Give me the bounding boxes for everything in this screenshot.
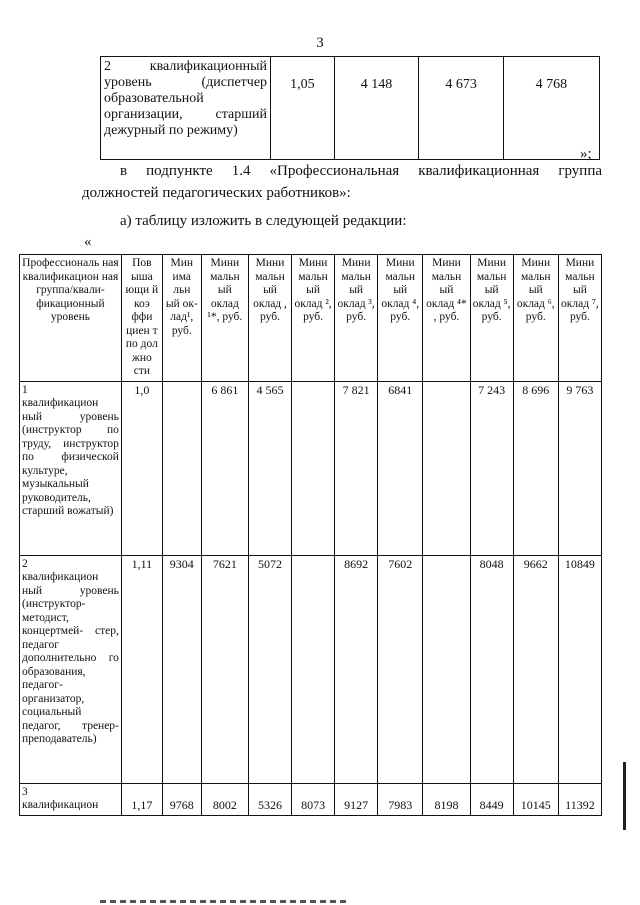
value-cell: 1,11	[121, 555, 162, 783]
scan-artifact	[100, 900, 350, 903]
page-number: 3	[316, 35, 324, 51]
header-group: Профессиональ ная квалификацион ная группа/квали- фикационный уровень	[20, 255, 122, 382]
value-cell: 4 565	[248, 381, 291, 555]
value-cell: 7 821	[335, 381, 378, 555]
value-cell: 11392	[558, 783, 601, 815]
paragraph-subitem: в подпункте 1.4 «Профессиональная квалификационная группа должностей педагогических работников»:	[82, 163, 602, 201]
header-salary: Мини мальн ый оклад ⁶, руб.	[513, 255, 558, 382]
level-text: квалификацион ный уровень (инструктор- методист, концертмей- стер, педагог дополнительно го образования, педагог- организатор, социальный педагог, тренер- преподаватель)	[22, 571, 119, 745]
value-cell: 9 763	[558, 381, 601, 555]
level-description	[101, 57, 271, 160]
table-row	[101, 57, 600, 160]
value-cell: 5326	[248, 783, 291, 815]
value-cell	[292, 381, 335, 555]
level-number: 1	[22, 383, 28, 396]
level-text: квалификационный уровень (диспетчер образовательной организации, старший дежурный по режиму)	[104, 59, 268, 138]
value-cell: 9127	[335, 783, 378, 815]
header-salary: Мини мальн ый оклад , руб.	[248, 255, 291, 382]
value-cell: 8692	[335, 555, 378, 783]
table-row	[20, 381, 602, 555]
value-cell: 8449	[470, 783, 513, 815]
level-text: квалификацион ный уровень (инструктор по труду, инструктор по физической культуре, музыкальный руководитель, старший вожатый)	[22, 397, 119, 517]
header-salary: Мини мальн ый оклад ⁵, руб.	[470, 255, 513, 382]
value-cell	[162, 381, 201, 555]
header-salary: Мини мальн ый оклад ⁷, руб.	[558, 255, 601, 382]
header-salary: Мини мальн ый оклад ³, руб.	[335, 255, 378, 382]
header-salary: Мини мальн ый оклад ¹*, руб.	[201, 255, 248, 382]
value-cell: 7602	[378, 555, 423, 783]
qualification-level	[20, 555, 122, 783]
value-cell: 9768	[162, 783, 201, 815]
header-salary: Мини мальн ый оклад ⁴* , руб.	[423, 255, 470, 382]
value-cell	[423, 381, 470, 555]
salary-table	[19, 254, 602, 816]
value-cell: 8048	[470, 555, 513, 783]
value-cell: 9662	[513, 555, 558, 783]
value-cell: 6 861	[201, 381, 248, 555]
value-cell: 9304	[162, 555, 201, 783]
salary-cell: 4 673	[419, 57, 504, 160]
qualification-level	[20, 783, 122, 815]
value-cell: 7621	[201, 555, 248, 783]
header-salary: Мини мальн ый оклад ⁴, руб.	[378, 255, 423, 382]
opening-quote: «	[84, 234, 92, 250]
salary-cell: 4 148	[334, 57, 419, 160]
value-cell: 8073	[292, 783, 335, 815]
level-text: квалификацион	[22, 799, 99, 811]
header-coefficient: Пов ыша ющи й коэ ффи циен т по дол жно сти	[121, 255, 162, 382]
value-cell: 7983	[378, 783, 423, 815]
value-cell	[423, 555, 470, 783]
value-cell: 10849	[558, 555, 601, 783]
header-row	[20, 255, 602, 382]
paragraph-instruction: а) таблицу изложить в следующей редакции:	[120, 213, 407, 229]
value-cell: 8 696	[513, 381, 558, 555]
value-cell: 7 243	[470, 381, 513, 555]
value-cell: 1,0	[121, 381, 162, 555]
salary-cell: 4 768	[503, 57, 599, 160]
value-cell: 10145	[513, 783, 558, 815]
value-cell: 5072	[248, 555, 291, 783]
continued-table	[100, 56, 600, 160]
header-salary: Мини мальн ый оклад ², руб.	[292, 255, 335, 382]
level-number: 2	[22, 557, 28, 570]
level-number: 2	[104, 59, 111, 74]
level-number: 3	[22, 785, 28, 798]
value-cell: 6841	[378, 381, 423, 555]
scan-margin-mark	[623, 762, 626, 830]
value-cell	[292, 555, 335, 783]
closing-quote: »;	[580, 146, 592, 162]
header-salary: Мин има льн ый ок- лад¹, руб.	[162, 255, 201, 382]
coefficient-cell: 1,05	[271, 57, 335, 160]
table-row	[20, 555, 602, 783]
value-cell: 8198	[423, 783, 470, 815]
value-cell: 8002	[201, 783, 248, 815]
table-row	[20, 783, 602, 815]
value-cell: 1,17	[121, 783, 162, 815]
qualification-level	[20, 381, 122, 555]
